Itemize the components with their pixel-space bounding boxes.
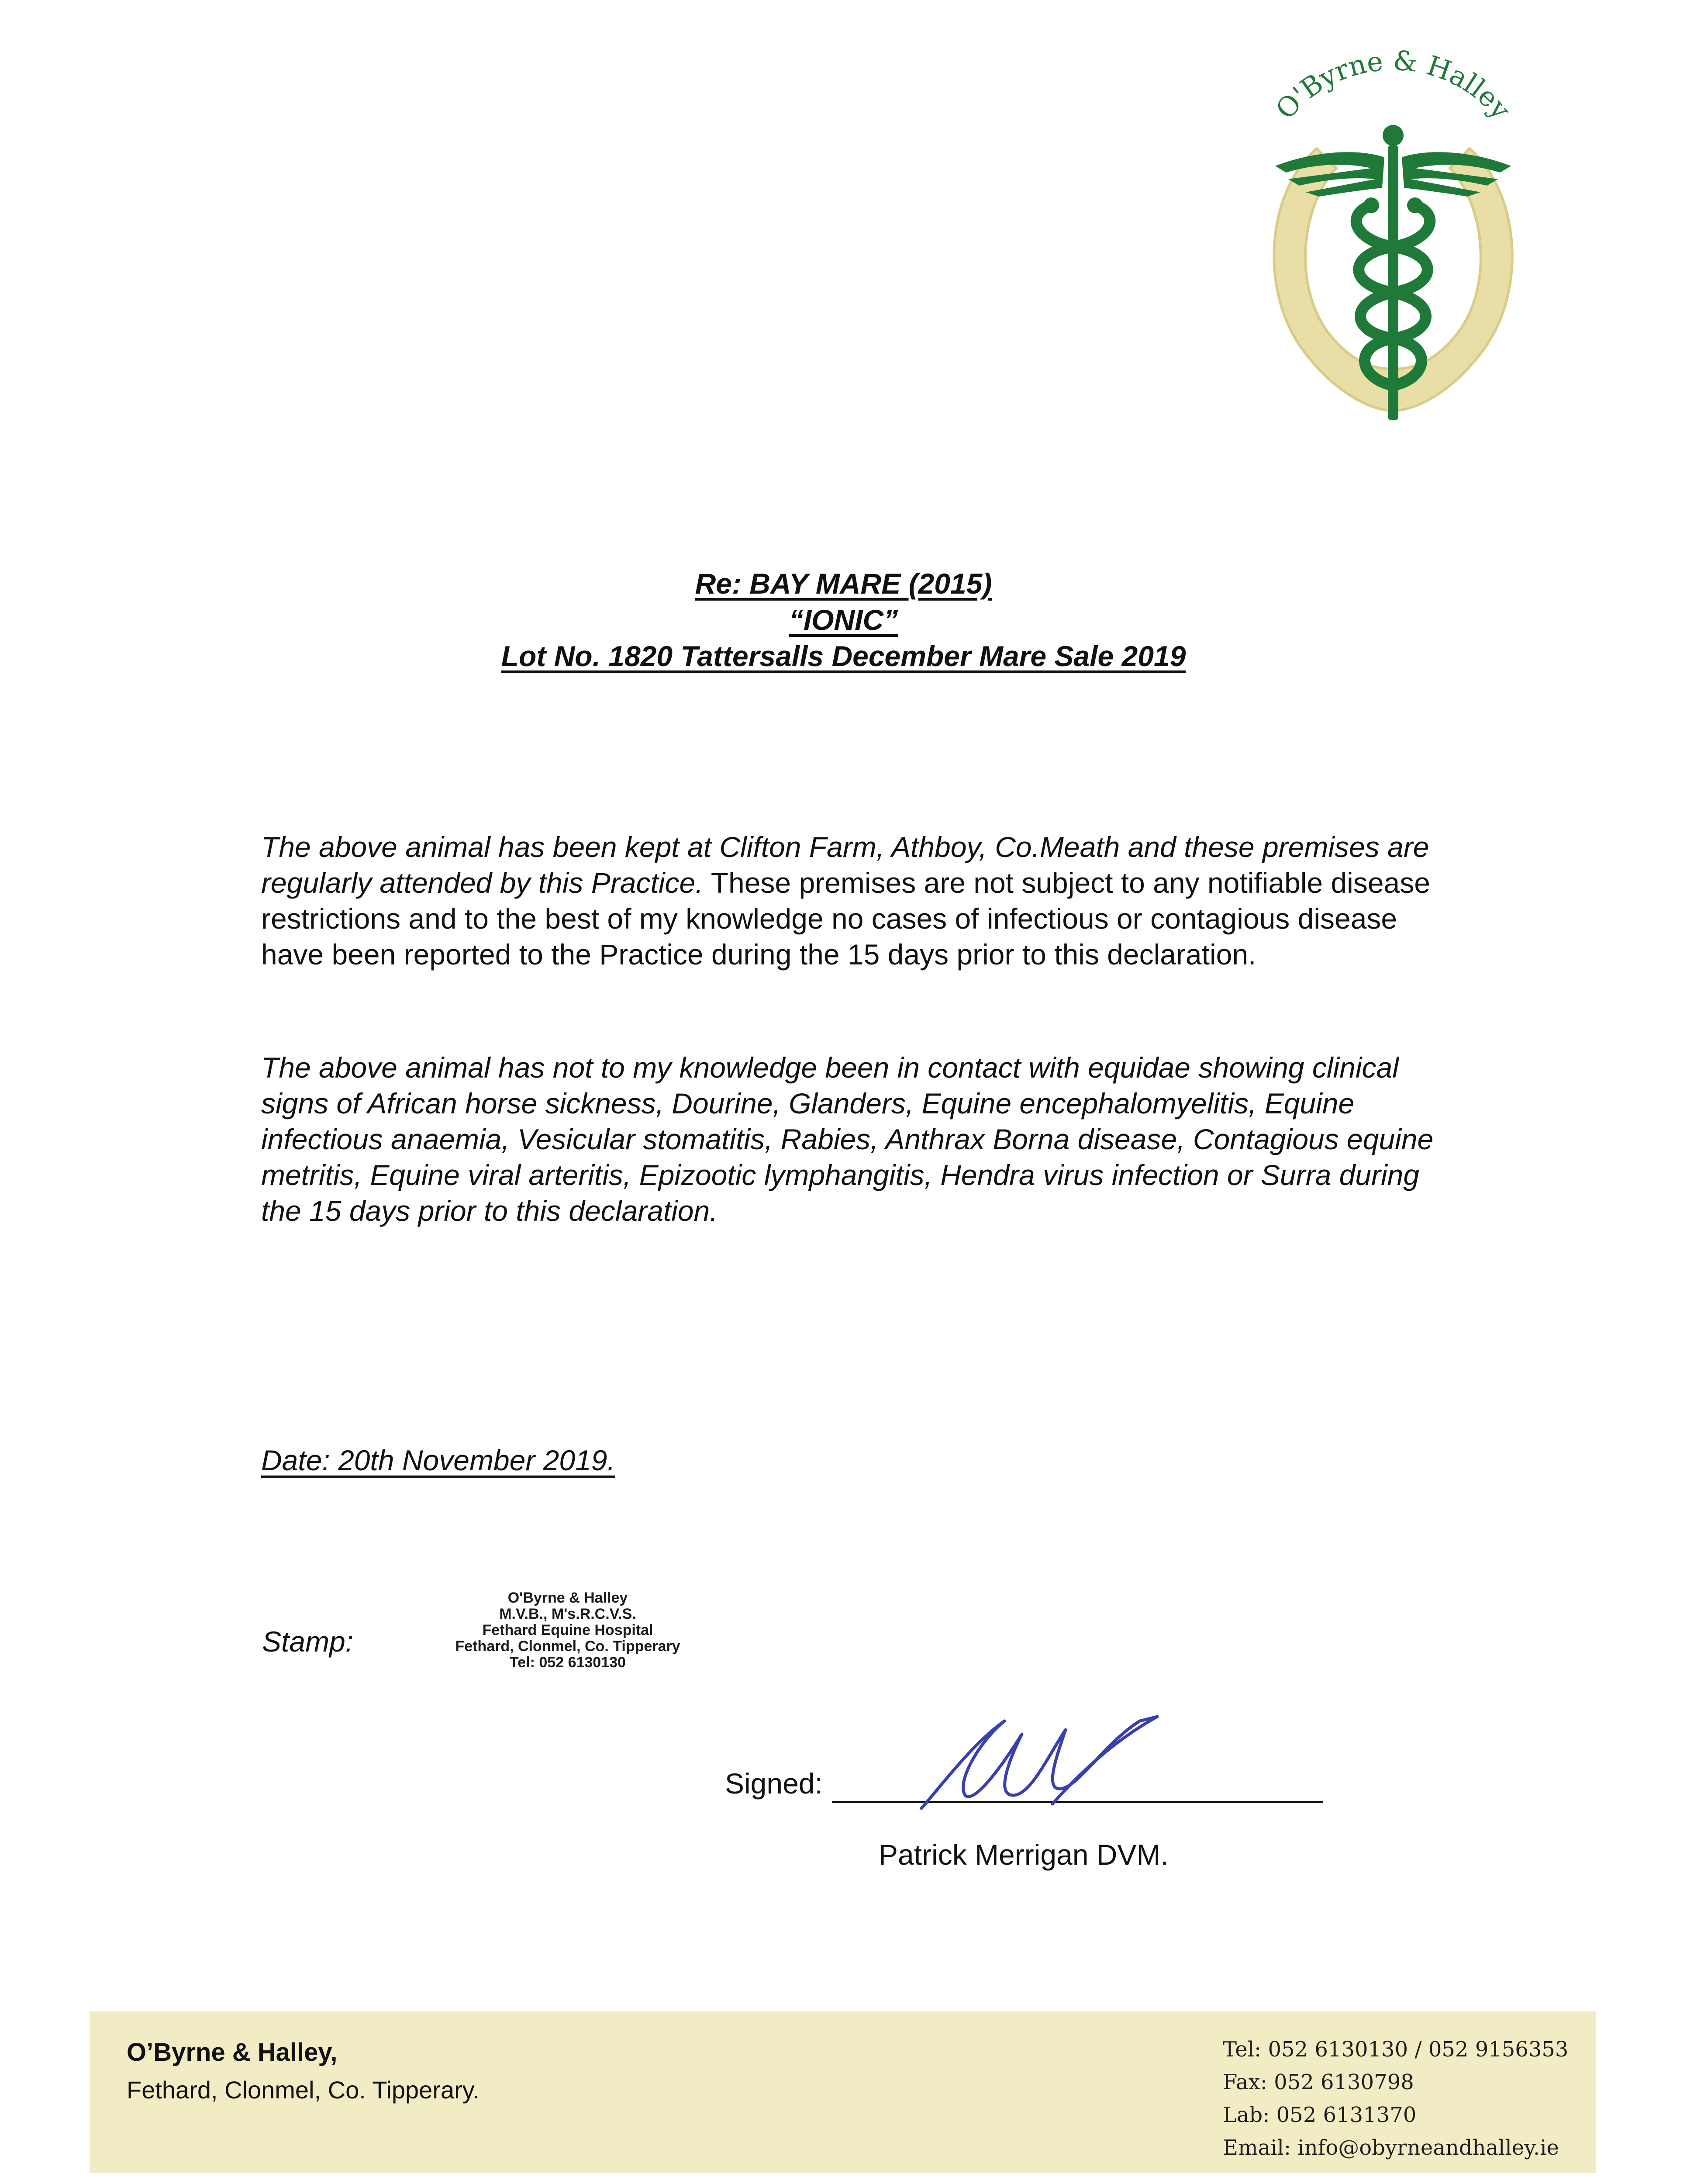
- practice-stamp: [419, 1590, 716, 1671]
- stamp-line: Fethard, Clonmel, Co. Tipperary: [455, 1638, 680, 1655]
- footer-practice-name: O’Byrne & Halley,: [127, 2038, 338, 2067]
- footer-address: Fethard, Clonmel, Co. Tipperary.: [127, 2076, 480, 2104]
- handwritten-signature: [913, 1704, 1175, 1817]
- footer-contacts: [1223, 2033, 1568, 2164]
- footer-tel: Tel: 052 6130130 / 052 9156353: [1223, 2037, 1569, 2062]
- stamp-line: Tel: 052 6130130: [510, 1654, 626, 1671]
- signed-label: Signed:: [725, 1767, 823, 1800]
- stamp-line: O'Byrne & Halley: [507, 1590, 628, 1606]
- stamp-label: Stamp:: [262, 1625, 354, 1658]
- footer-email: Email: info@obyrneandhalley.ie: [1223, 2136, 1559, 2160]
- declaration-paragraph-1: [261, 829, 1449, 972]
- logo-text: O'Byrne & Halley: [1269, 48, 1517, 125]
- heading-subject: Re: BAY MARE (2015): [695, 567, 992, 600]
- paragraph-2-italic: The above animal has not to my knowledge been in contact with equidae showing clinical signs of African horse sickness, Dourine, Glanders, Equine encephalomyelitis, Equine infectious anaemia, Vesicular stomatitis, Rabies, Anthrax Borna disease, Contagious equine metritis, Equine viral arteritis, Epizootic lymphangitis, Hendra virus infection or Surra during the 15 days prior to this declaration.: [261, 1051, 1434, 1227]
- stamp-line: M.V.B., M's.R.C.V.S.: [499, 1606, 636, 1622]
- paragraph-1-italic: The above animal has been kept at Clifton Farm, Athboy, Co.Meath and these premises are regularly attended by this Practice.: [261, 831, 1429, 899]
- paragraph-1-normal: These premises are not subject to any notifiable disease restrictions and to the best of my knowledge no cases of infectious or contagious disease have been reported to the Practice during the 15 days prior to this declaration.: [261, 867, 1430, 971]
- signatory-name: Patrick Merrigan DVM.: [879, 1838, 1169, 1871]
- heading-lot: Lot No. 1820 Tattersalls December Mare Sale 2019: [501, 640, 1186, 672]
- footer-lab: Lab: 052 6131370: [1223, 2103, 1417, 2127]
- declaration-date: Date: 20th November 2019.: [261, 1444, 615, 1476]
- practice-logo: [1240, 48, 1546, 432]
- declaration-paragraph-2: [261, 1050, 1449, 1229]
- stamp-line: Fethard Equine Hospital: [482, 1622, 653, 1638]
- footer-fax: Fax: 052 6130798: [1223, 2070, 1414, 2094]
- heading-horse-name: “IONIC”: [789, 604, 898, 636]
